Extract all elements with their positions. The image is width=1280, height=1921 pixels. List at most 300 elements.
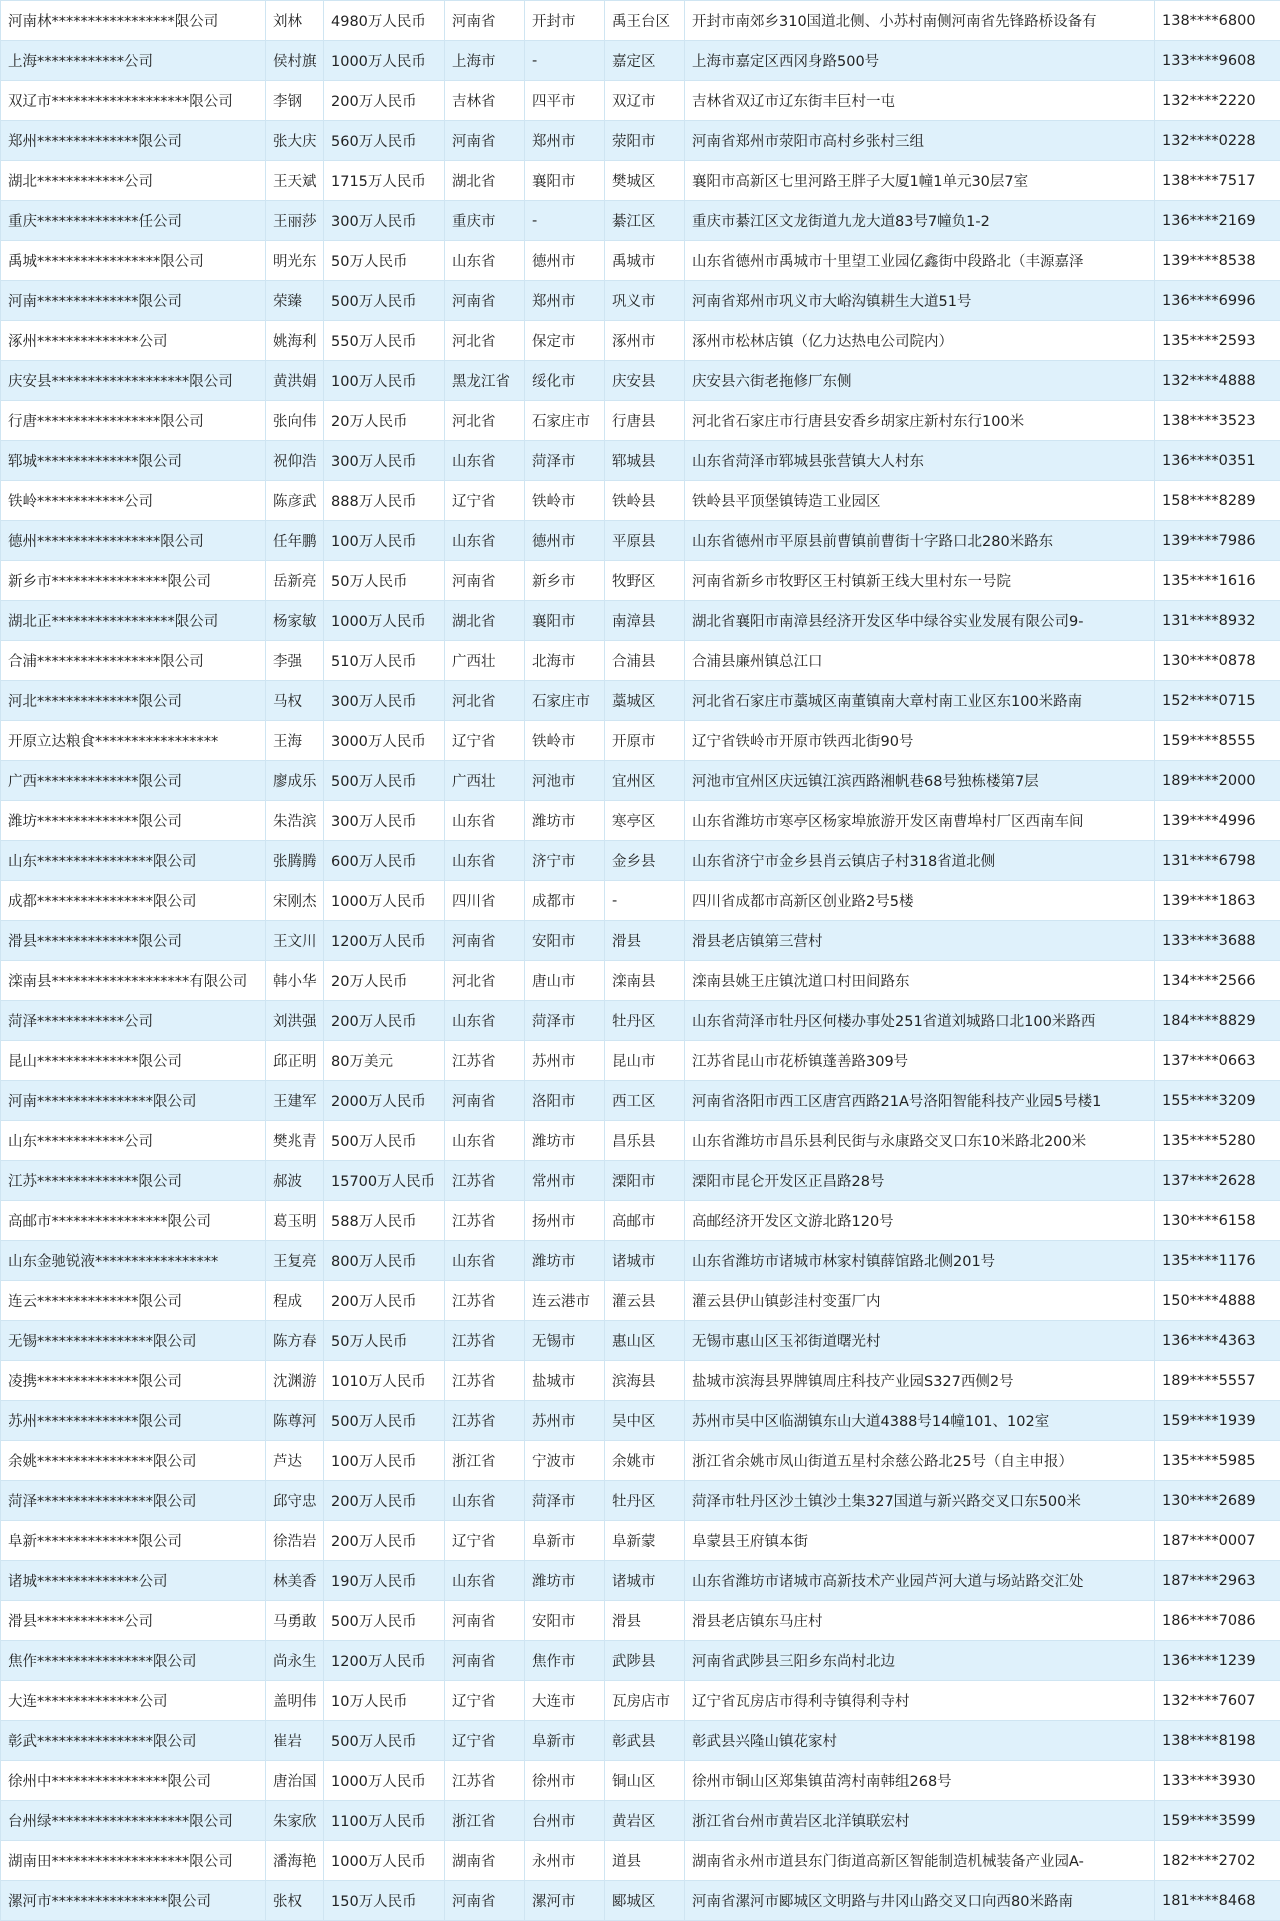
cell-company: 连云**************限公司 [1,1281,266,1321]
cell-address: 滑县老店镇第三营村 [685,921,1155,961]
cell-province: 辽宁省 [445,481,525,521]
cell-phone: 150****4888 [1155,1281,1280,1321]
cell-district: 滨海县 [605,1361,685,1401]
cell-capital: 190万人民币 [324,1561,445,1601]
table-row [1,1521,1280,1561]
cell-address: 辽宁省瓦房店市得利寺镇得利寺村 [685,1681,1155,1721]
table-row [1,321,1280,361]
cell-district: 滦南县 [605,961,685,1001]
cell-address: 重庆市綦江区文龙街道九龙大道83号7幢负1-2 [685,201,1155,241]
cell-capital: 510万人民币 [324,641,445,681]
cell-city: 潍坊市 [525,1561,605,1601]
cell-phone: 132****7607 [1155,1681,1280,1721]
cell-company: 无锡****************限公司 [1,1321,266,1361]
cell-phone: 136****2169 [1155,201,1280,241]
table-row [1,1361,1280,1401]
cell-phone: 133****3688 [1155,921,1280,961]
table-row [1,1321,1280,1361]
cell-district: 牡丹区 [605,1001,685,1041]
cell-district: 嘉定区 [605,41,685,81]
cell-district: 灌云县 [605,1281,685,1321]
table-row [1,1441,1280,1481]
cell-company: 广西**************限公司 [1,761,266,801]
cell-contact: 郝波 [266,1161,324,1201]
cell-province: 山东省 [445,241,525,281]
cell-city: 大连市 [525,1681,605,1721]
cell-capital: 300万人民币 [324,801,445,841]
cell-phone: 130****2689 [1155,1481,1280,1521]
cell-district: 庆安县 [605,361,685,401]
cell-address: 阜蒙县王府镇本街 [685,1521,1155,1561]
cell-company: 滦南县*******************有限公司 [1,961,266,1001]
cell-address: 襄阳市高新区七里河路王胖子大厦1幢1单元30层7室 [685,161,1155,201]
cell-district: 铜山区 [605,1761,685,1801]
cell-address: 开封市南郊乡310国道北侧、小苏村南侧河南省先锋路桥设备有 [685,1,1155,41]
cell-address: 高邮经济开发区文游北路120号 [685,1201,1155,1241]
cell-province: 山东省 [445,1121,525,1161]
cell-city: 苏州市 [525,1041,605,1081]
company-table-body [1,1,1280,1921]
cell-district: 牡丹区 [605,1481,685,1521]
cell-address: 河南省武陟县三阳乡东尚村北边 [685,1641,1155,1681]
cell-city: 石家庄市 [525,401,605,441]
cell-district: 平原县 [605,521,685,561]
cell-capital: 500万人民币 [324,1721,445,1761]
cell-city: 铁岭市 [525,481,605,521]
cell-district: 禹王台区 [605,1,685,41]
cell-phone: 133****9608 [1155,41,1280,81]
cell-province: 山东省 [445,1561,525,1601]
cell-province: 河南省 [445,281,525,321]
cell-province: 河北省 [445,681,525,721]
cell-city: 襄阳市 [525,161,605,201]
cell-district: 巩义市 [605,281,685,321]
cell-capital: 20万人民币 [324,401,445,441]
cell-province: 江苏省 [445,1761,525,1801]
cell-province: 湖北省 [445,161,525,201]
cell-phone: 182****2702 [1155,1841,1280,1881]
cell-district: 郓城县 [605,441,685,481]
cell-address: 苏州市吴中区临湖镇东山大道4388号14幢101、102室 [685,1401,1155,1441]
cell-province: 山东省 [445,521,525,561]
cell-district: 郾城区 [605,1881,685,1921]
table-row [1,521,1280,561]
cell-address: 合浦县廉州镇总江口 [685,641,1155,681]
cell-district: 藁城区 [605,681,685,721]
cell-company: 铁岭************公司 [1,481,266,521]
cell-capital: 600万人民币 [324,841,445,881]
cell-province: 河南省 [445,1641,525,1681]
cell-phone: 137****0663 [1155,1041,1280,1081]
cell-capital: 15700万人民币 [324,1161,445,1201]
cell-capital: 300万人民币 [324,681,445,721]
cell-city: 无锡市 [525,1321,605,1361]
cell-phone: 138****6800 [1155,1,1280,41]
table-row [1,1641,1280,1681]
cell-contact: 潘海艳 [266,1841,324,1881]
cell-capital: 588万人民币 [324,1201,445,1241]
cell-district: 合浦县 [605,641,685,681]
cell-capital: 100万人民币 [324,361,445,401]
cell-province: 江苏省 [445,1361,525,1401]
cell-district: 双辽市 [605,81,685,121]
cell-phone: 152****0715 [1155,681,1280,721]
cell-province: 河北省 [445,961,525,1001]
cell-phone: 187****2963 [1155,1561,1280,1601]
cell-address: 辽宁省铁岭市开原市铁西北街90号 [685,721,1155,761]
cell-phone: 138****3523 [1155,401,1280,441]
cell-contact: 葛玉明 [266,1201,324,1241]
table-row [1,1481,1280,1521]
cell-address: 庆安县六街老拖修厂东侧 [685,361,1155,401]
cell-city: 阜新市 [525,1721,605,1761]
cell-district: 滑县 [605,1601,685,1641]
table-row [1,841,1280,881]
cell-city: 北海市 [525,641,605,681]
cell-capital: 150万人民币 [324,1881,445,1921]
table-row [1,1161,1280,1201]
cell-contact: 廖成乐 [266,761,324,801]
cell-district: 昆山市 [605,1041,685,1081]
cell-address: 山东省济宁市金乡县肖云镇店子村318省道北侧 [685,841,1155,881]
cell-contact: 韩小华 [266,961,324,1001]
cell-address: 河北省石家庄市藁城区南董镇南大章村南工业区东100米路南 [685,681,1155,721]
cell-contact: 张权 [266,1881,324,1921]
cell-capital: 200万人民币 [324,1521,445,1561]
cell-district: 阜新蒙 [605,1521,685,1561]
cell-phone: 135****5985 [1155,1441,1280,1481]
table-row [1,681,1280,721]
cell-address: 浙江省台州市黄岩区北洋镇联宏村 [685,1801,1155,1841]
cell-capital: 1200万人民币 [324,1641,445,1681]
cell-address: 河南省新乡市牧野区王村镇新王线大里村东一号院 [685,561,1155,601]
cell-company: 开原立达粮食***************** [1,721,266,761]
cell-capital: 1200万人民币 [324,921,445,961]
cell-city: 德州市 [525,521,605,561]
cell-phone: 181****8468 [1155,1881,1280,1921]
cell-city: 郑州市 [525,281,605,321]
cell-company: 河南林*****************限公司 [1,1,266,41]
cell-contact: 张大庆 [266,121,324,161]
cell-capital: 50万人民币 [324,1321,445,1361]
cell-phone: 159****8555 [1155,721,1280,761]
cell-address: 滑县老店镇东马庄村 [685,1601,1155,1641]
cell-district: 道县 [605,1841,685,1881]
cell-phone: 138****7517 [1155,161,1280,201]
cell-capital: 1000万人民币 [324,41,445,81]
cell-district: 武陟县 [605,1641,685,1681]
cell-contact: 侯村旗 [266,41,324,81]
cell-district: 彰武县 [605,1721,685,1761]
table-row [1,81,1280,121]
cell-company: 河南**************限公司 [1,281,266,321]
cell-capital: 50万人民币 [324,241,445,281]
cell-city: 菏泽市 [525,1001,605,1041]
cell-address: 山东省菏泽市牡丹区何楼办事处251省道刘城路口北100米路西 [685,1001,1155,1041]
cell-contact: 刘林 [266,1,324,41]
cell-district: 寒亭区 [605,801,685,841]
cell-district: 余姚市 [605,1441,685,1481]
cell-address: 山东省潍坊市诸城市高新技术产业园芦河大道与场站路交汇处 [685,1561,1155,1601]
cell-district: 樊城区 [605,161,685,201]
table-row [1,561,1280,601]
cell-district: 行唐县 [605,401,685,441]
cell-city: 菏泽市 [525,1481,605,1521]
cell-province: 江苏省 [445,1041,525,1081]
cell-company: 涿州**************公司 [1,321,266,361]
cell-phone: 189****5557 [1155,1361,1280,1401]
cell-address: 河南省郑州市荥阳市高村乡张村三组 [685,121,1155,161]
cell-district: 南漳县 [605,601,685,641]
cell-province: 河南省 [445,1601,525,1641]
cell-company: 台州绿*******************限公司 [1,1801,266,1841]
cell-district: 涿州市 [605,321,685,361]
cell-phone: 189****2000 [1155,761,1280,801]
cell-company: 德州*****************限公司 [1,521,266,561]
cell-phone: 131****8932 [1155,601,1280,641]
cell-capital: 500万人民币 [324,1121,445,1161]
cell-province: 重庆市 [445,201,525,241]
cell-city: - [525,201,605,241]
cell-city: 安阳市 [525,921,605,961]
cell-district: 荥阳市 [605,121,685,161]
table-row [1,1841,1280,1881]
cell-capital: 100万人民币 [324,521,445,561]
table-row [1,1681,1280,1721]
cell-province: 辽宁省 [445,1721,525,1761]
cell-phone: 136****4363 [1155,1321,1280,1361]
table-row [1,441,1280,481]
cell-capital: 1000万人民币 [324,881,445,921]
cell-province: 山东省 [445,441,525,481]
cell-capital: 300万人民币 [324,201,445,241]
cell-phone: 139****7986 [1155,521,1280,561]
cell-phone: 133****3930 [1155,1761,1280,1801]
cell-city: 襄阳市 [525,601,605,641]
cell-phone: 159****3599 [1155,1801,1280,1841]
cell-address: 山东省潍坊市寒亭区杨家埠旅游开发区南曹埠村厂区西南车间 [685,801,1155,841]
cell-capital: 300万人民币 [324,441,445,481]
cell-contact: 马勇敢 [266,1601,324,1641]
table-row [1,601,1280,641]
cell-province: 黑龙江省 [445,361,525,401]
cell-company: 苏州**************限公司 [1,1401,266,1441]
cell-capital: 50万人民币 [324,561,445,601]
cell-address: 菏泽市牡丹区沙土镇沙土集327国道与新兴路交叉口东500米 [685,1481,1155,1521]
cell-district: 开原市 [605,721,685,761]
cell-province: 上海市 [445,41,525,81]
cell-district: 綦江区 [605,201,685,241]
cell-address: 滦南县姚王庄镇沈道口村田间路东 [685,961,1155,1001]
cell-capital: 1100万人民币 [324,1801,445,1841]
cell-capital: 200万人民币 [324,1481,445,1521]
table-row [1,961,1280,1001]
cell-company: 彰武****************限公司 [1,1721,266,1761]
cell-province: 浙江省 [445,1801,525,1841]
table-row [1,801,1280,841]
cell-district: 溧阳市 [605,1161,685,1201]
cell-capital: 1000万人民币 [324,1761,445,1801]
cell-province: 广西壮 [445,641,525,681]
table-row [1,1401,1280,1441]
cell-contact: 任年鹏 [266,521,324,561]
cell-company: 重庆**************任公司 [1,201,266,241]
table-row [1,881,1280,921]
cell-company: 新乡市****************限公司 [1,561,266,601]
cell-phone: 135****1616 [1155,561,1280,601]
cell-contact: 王丽莎 [266,201,324,241]
cell-address: 涿州市松林店镇（亿力达热电公司院内） [685,321,1155,361]
cell-contact: 陈尊河 [266,1401,324,1441]
cell-address: 河池市宜州区庆远镇江滨西路湘帆巷68号独栋楼第7层 [685,761,1155,801]
cell-contact: 朱浩滨 [266,801,324,841]
cell-city: 济宁市 [525,841,605,881]
cell-company: 山东************公司 [1,1121,266,1161]
table-row [1,401,1280,441]
cell-phone: 184****8829 [1155,1001,1280,1041]
cell-province: 江苏省 [445,1321,525,1361]
cell-contact: 杨家敏 [266,601,324,641]
cell-contact: 马权 [266,681,324,721]
cell-city: 德州市 [525,241,605,281]
cell-province: 江苏省 [445,1281,525,1321]
cell-company: 阜新**************限公司 [1,1521,266,1561]
cell-address: 河南省漯河市郾城区文明路与井冈山路交叉口向西80米路南 [685,1881,1155,1921]
cell-city: 菏泽市 [525,441,605,481]
cell-capital: 4980万人民币 [324,1,445,41]
cell-address: 河南省洛阳市西工区唐宫西路21A号洛阳智能科技产业园5号楼1 [685,1081,1155,1121]
cell-address: 河北省石家庄市行唐县安香乡胡家庄新村东行100米 [685,401,1155,441]
cell-city: 河池市 [525,761,605,801]
cell-company: 河南****************限公司 [1,1081,266,1121]
cell-capital: 888万人民币 [324,481,445,521]
cell-province: 河南省 [445,121,525,161]
cell-phone: 132****0228 [1155,121,1280,161]
cell-city: 连云港市 [525,1281,605,1321]
table-row [1,1801,1280,1841]
cell-province: 广西壮 [445,761,525,801]
cell-company: 庆安县*******************限公司 [1,361,266,401]
cell-phone: 135****5280 [1155,1121,1280,1161]
table-row [1,1201,1280,1241]
cell-province: 山东省 [445,841,525,881]
cell-contact: 邱正明 [266,1041,324,1081]
cell-company: 湖南田*******************限公司 [1,1841,266,1881]
cell-company: 昆山**************限公司 [1,1041,266,1081]
cell-city: 郑州市 [525,121,605,161]
cell-capital: 3000万人民币 [324,721,445,761]
cell-company: 成都****************限公司 [1,881,266,921]
cell-contact: 邱守忠 [266,1481,324,1521]
cell-company: 山东金驰锐液***************** [1,1241,266,1281]
cell-company: 滑县************公司 [1,1601,266,1641]
cell-company: 湖北************公司 [1,161,266,201]
cell-capital: 80万美元 [324,1041,445,1081]
cell-company: 郑州**************限公司 [1,121,266,161]
cell-contact: 芦达 [266,1441,324,1481]
cell-province: 湖南省 [445,1841,525,1881]
cell-contact: 岳新亮 [266,561,324,601]
cell-district: 诸城市 [605,1561,685,1601]
cell-company: 滑县**************限公司 [1,921,266,961]
cell-contact: 祝仰浩 [266,441,324,481]
table-row [1,201,1280,241]
cell-contact: 樊兆青 [266,1121,324,1161]
cell-company: 焦作****************限公司 [1,1641,266,1681]
cell-contact: 姚海利 [266,321,324,361]
cell-district: 禹城市 [605,241,685,281]
cell-contact: 李强 [266,641,324,681]
cell-address: 铁岭县平顶堡镇铸造工业园区 [685,481,1155,521]
cell-phone: 131****6798 [1155,841,1280,881]
cell-contact: 王海 [266,721,324,761]
cell-province: 河北省 [445,401,525,441]
cell-address: 湖北省襄阳市南漳县经济开发区华中绿谷实业发展有限公司9- [685,601,1155,641]
cell-company: 高邮市****************限公司 [1,1201,266,1241]
cell-city: 常州市 [525,1161,605,1201]
cell-city: 保定市 [525,321,605,361]
cell-city: 永州市 [525,1841,605,1881]
cell-district: 金乡县 [605,841,685,881]
cell-company: 合浦*****************限公司 [1,641,266,681]
table-row [1,1241,1280,1281]
cell-city: 唐山市 [525,961,605,1001]
cell-capital: 200万人民币 [324,1001,445,1041]
cell-city: 苏州市 [525,1401,605,1441]
cell-company: 菏泽****************限公司 [1,1481,266,1521]
cell-province: 河南省 [445,1881,525,1921]
cell-city: 台州市 [525,1801,605,1841]
cell-contact: 宋刚杰 [266,881,324,921]
table-row [1,1721,1280,1761]
cell-city: 宁波市 [525,1441,605,1481]
cell-capital: 500万人民币 [324,281,445,321]
table-row [1,241,1280,281]
cell-company: 双辽市*******************限公司 [1,81,266,121]
cell-company: 行唐*****************限公司 [1,401,266,441]
table-row [1,1561,1280,1601]
cell-contact: 唐治国 [266,1761,324,1801]
cell-city: 漯河市 [525,1881,605,1921]
cell-capital: 500万人民币 [324,1601,445,1641]
cell-capital: 100万人民币 [324,1441,445,1481]
cell-phone: 135****2593 [1155,321,1280,361]
cell-province: 辽宁省 [445,1521,525,1561]
cell-phone: 136****1239 [1155,1641,1280,1681]
cell-address: 无锡市惠山区玉祁街道曙光村 [685,1321,1155,1361]
cell-phone: 136****6996 [1155,281,1280,321]
cell-contact: 明光东 [266,241,324,281]
cell-contact: 李钢 [266,81,324,121]
cell-capital: 200万人民币 [324,1281,445,1321]
cell-contact: 荣臻 [266,281,324,321]
table-row [1,281,1280,321]
cell-address: 山东省德州市平原县前曹镇前曹街十字路口北280米路东 [685,521,1155,561]
cell-contact: 崔岩 [266,1721,324,1761]
cell-capital: 200万人民币 [324,81,445,121]
cell-capital: 550万人民币 [324,321,445,361]
cell-contact: 林美香 [266,1561,324,1601]
cell-address: 江苏省昆山市花桥镇蓬善路309号 [685,1041,1155,1081]
table-row [1,721,1280,761]
cell-city: 焦作市 [525,1641,605,1681]
table-row [1,761,1280,801]
cell-phone: 155****3209 [1155,1081,1280,1121]
cell-province: 山东省 [445,801,525,841]
cell-province: 四川省 [445,881,525,921]
cell-district: - [605,881,685,921]
cell-district: 吴中区 [605,1401,685,1441]
